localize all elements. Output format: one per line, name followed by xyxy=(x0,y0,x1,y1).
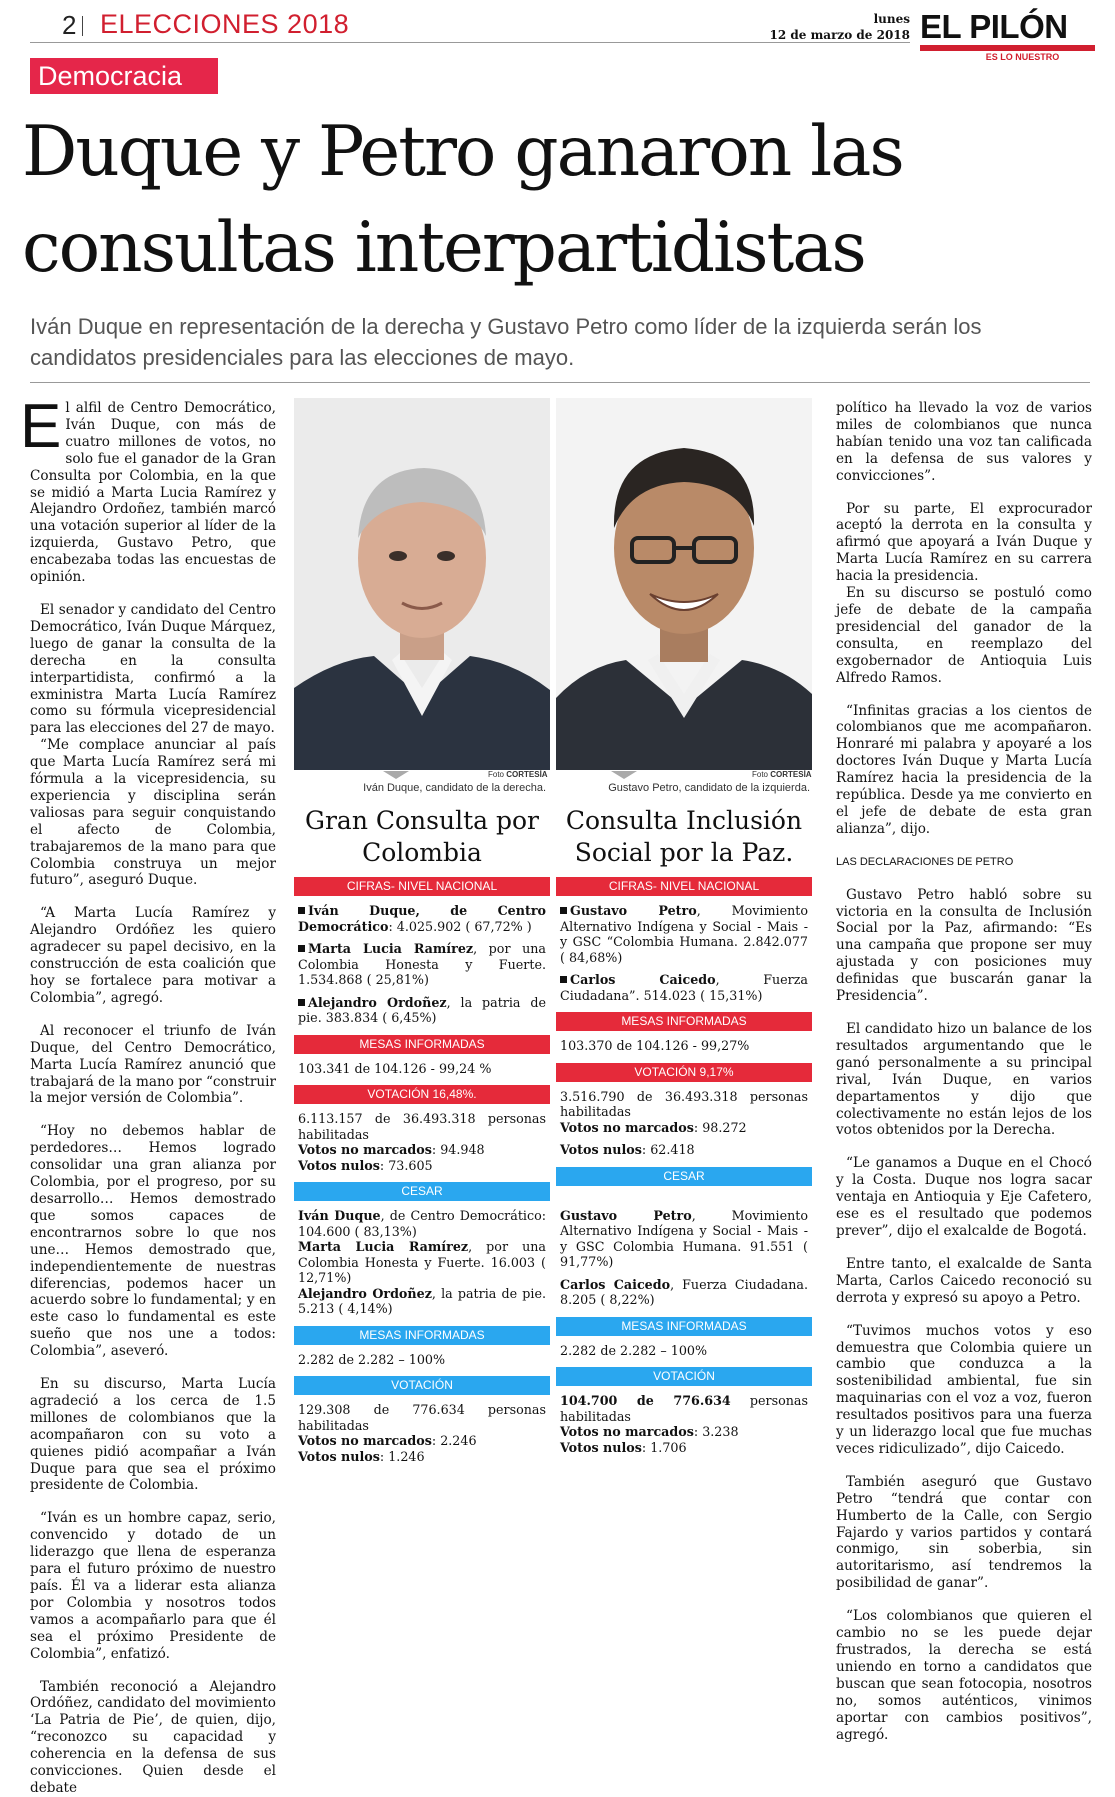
bullet-square-icon xyxy=(560,976,567,983)
section-bar: CESAR xyxy=(556,1167,812,1186)
section-bar: CIFRAS- NIVEL NACIONAL xyxy=(294,877,550,896)
candidate-name: Carlos Caicedo xyxy=(570,972,716,987)
section-bar: MESAS INFORMADAS xyxy=(294,1326,550,1345)
page-number: 2 xyxy=(62,10,77,40)
section-bar: MESAS INFORMADAS xyxy=(556,1317,812,1336)
value: : 62.418 xyxy=(641,1142,695,1157)
section-bar: CESAR xyxy=(294,1182,550,1201)
bullet-square-icon xyxy=(560,907,567,914)
section-name: ELECCIONES 2018 xyxy=(100,9,350,39)
result-item xyxy=(298,1239,546,1286)
nulos-line xyxy=(560,1142,808,1158)
nulos-line xyxy=(298,1158,546,1174)
label: Votos no marcados xyxy=(298,1142,432,1157)
candidate-name: Alejandro Ordoñez xyxy=(298,1285,432,1301)
label: Votos nulos xyxy=(298,1157,380,1173)
results-block-cesar xyxy=(556,1186,812,1317)
candidate-result: , por una Colombia Honesta y Fuerte. 1.534.868 ( 25,81%) xyxy=(298,941,546,987)
bullet-square-icon xyxy=(298,999,305,1006)
candidate-result: , por una Colombia Honesta y Fuerte. 16.003 ( 12,71%) xyxy=(298,1239,546,1285)
result-item xyxy=(560,1208,808,1270)
votacion-rest: personas habilitadas xyxy=(560,1393,808,1424)
results-block-mesas-cesar xyxy=(556,1336,812,1368)
candidate-name: Marta Lucia Ramírez xyxy=(308,941,474,956)
candidate-result: , Movimiento Alternativo Indígena y Social - Mais - y GSC “Colombia Humana. 2.842.077 ( 84,68%) xyxy=(560,903,808,965)
value: : 94.948 xyxy=(431,1142,485,1157)
no-marcados-line xyxy=(298,1142,546,1158)
results-block-mesas xyxy=(294,1054,550,1086)
paragraph: político ha llevado la voz de varios miles de colombianos que nunca habían tenido una voz tan calificada en la defensa de sus valores y convicciones”. xyxy=(836,400,1092,484)
header-separator xyxy=(82,16,83,36)
paragraph: Gustavo Petro habló sobre su victoria en la consulta de Inclusión Social por la Paz, afirmando: “Es una campaña que propone ser muy ajustada y con posiciones muy definidas que buscarán ganar la Presidencia”. xyxy=(836,886,1092,1005)
result-item xyxy=(560,972,808,1003)
mesas-value: 2.282 de 2.282 – 100% xyxy=(298,1351,446,1367)
paragraph: “Hoy no debemos hablar de perdedores… Hemos logrado consolidar una gran alianza por Colombia, por el progreso, por su desarrollo… Hemos demostrado que somos capaces de encontrarnos sobre lo que nos une… Hemos demostrado que, independientemente de nuestras diferencias, podemos hacer un acuerdo sobre lo fundamental; y en este caso lo fundamental es este sueño que nos une a todos: Colombia”, aseveró. xyxy=(30,1123,276,1360)
candidate-name: Marta Lucia Ramírez xyxy=(298,1239,469,1254)
duque-photo xyxy=(294,398,550,770)
votacion-value: 6.113.157 de 36.493.318 personas habilitadas xyxy=(298,1111,546,1142)
nulos-line xyxy=(298,1449,546,1465)
no-marcados-line xyxy=(560,1120,808,1136)
candidate-name: Alejandro Ordoñez xyxy=(308,994,447,1010)
candidate-name: Gustavo Petro xyxy=(560,1207,692,1223)
section-bar: VOTACIÓN 9,17% xyxy=(556,1063,812,1082)
credit-label: Foto xyxy=(488,770,505,779)
value: : 3.238 xyxy=(693,1424,739,1439)
bullet-square-icon xyxy=(298,907,305,914)
photo-caption: Iván Duque, candidato de la derecha. xyxy=(363,782,546,794)
result-item xyxy=(298,1208,546,1239)
section-bar: VOTACIÓN xyxy=(294,1376,550,1395)
mesas-value: 2.282 de 2.282 – 100% xyxy=(560,1342,708,1358)
results-block-cesar xyxy=(294,1201,550,1326)
paragraph: “Me complace anunciar al país que Marta Lucía Ramírez será mi fórmula a la vicepresidencia, su experiencia y disciplina serán valiosas para seguir conquistando el afecto de Colombia, trabajaremos de la mano para que Colombia construya un mejor futuro”, aseguró Duque. xyxy=(30,737,276,889)
paragraph xyxy=(20,392,276,586)
credit-source: CORTESÍA xyxy=(506,770,548,779)
label: Votos no marcados xyxy=(298,1433,432,1448)
article-column-1 xyxy=(20,392,276,1796)
paragraph: En su discurso se postuló como jefe de debate de la campaña presidencial del ganador de la consulta, en reemplazo del exgobernador de Antioquia Luis Alfredo Ramos. xyxy=(836,585,1092,686)
bullet-square-icon xyxy=(298,945,305,952)
candidate-result: , la patria de pie. 383.834 ( 6,45%) xyxy=(298,994,546,1025)
candidate-result: , de Centro Democrático: 104.600 ( 83,13%) xyxy=(298,1208,546,1239)
article-column-4 xyxy=(836,400,1092,1743)
candidate-result: : 4.025.902 ( 67,72% ) xyxy=(388,918,532,934)
candidate-result: , Fuerza Ciudadana”. 514.023 ( 15,31%) xyxy=(560,972,808,1003)
paragraph: También reconoció a Alejandro Ordóñez, candidato del movimiento ‘La Patria de Pie’, de quien, dijo, “reconozco su capacidad y coherencia en la defensa de sus convicciones. Quien desde el debate xyxy=(30,1678,276,1796)
paragraph: “A Marta Lucía Ramírez y Alejandro Ordóñez les quiero agradecer su papel decisivo, en la construcción de esta coalición que hoy se fortalece para motivar a Colombia”, agregó. xyxy=(30,905,276,1006)
petro-photo xyxy=(556,398,812,770)
box-title-gran-consulta: Gran Consulta por Colombia xyxy=(305,806,539,867)
candidate-name: Iván Duque xyxy=(298,1208,381,1223)
result-item xyxy=(298,1286,546,1317)
label: Votos no marcados xyxy=(560,1424,694,1439)
header-rule xyxy=(30,42,910,43)
results-block-national xyxy=(294,896,550,1035)
label: Votos nulos xyxy=(560,1439,642,1455)
mesas-value: 103.341 de 104.126 - 99,24 % xyxy=(298,1060,492,1076)
candidate-result: , Fuerza Ciudadana. 8.205 ( 8,22%) xyxy=(560,1276,808,1307)
section-bar: MESAS INFORMADAS xyxy=(294,1035,550,1054)
logo-tagline: ES LO NUESTRO xyxy=(985,52,1060,62)
deck: Iván Duque en representación de la derecha y Gustavo Petro como líder de la izquierda serán los candidatos presidenciales para las elecciones de mayo. xyxy=(30,314,982,370)
section-bar: MESAS INFORMADAS xyxy=(556,1012,812,1031)
photo-credit xyxy=(488,770,548,779)
paragraph: “Iván es un hombre capaz, serio, convencido y dotado de un liderazgo que llena de esperanza para el futuro próximo de nuestro país. Él va a liderar esta alianza por Colombia y nosotros todos vamos a acompañarlo para que él sea el próximo Presidente de Colombia”, enfatizó. xyxy=(30,1510,276,1662)
results-block-national xyxy=(556,896,812,1012)
votacion-value: 3.516.790 de 36.493.318 personas habilitadas xyxy=(560,1088,808,1119)
results-block-votacion xyxy=(556,1082,812,1167)
result-item xyxy=(298,903,546,934)
value: : 73.605 xyxy=(379,1157,433,1173)
section-bar: VOTACIÓN 16,48%. xyxy=(294,1085,550,1104)
el-pilon-logo xyxy=(920,10,1095,62)
value: : 98.272 xyxy=(693,1119,747,1135)
paragraph: En su discurso, Marta Lucía agradeció a los cerca de 1.5 millones de colombianos que la acompañaron con su voto a quienes pidió acompañar a Iván Duque para que sea el próximo presidente de Colombia. xyxy=(30,1376,276,1494)
results-block-votacion xyxy=(294,1104,550,1182)
results-block-mesas-cesar xyxy=(294,1345,550,1377)
deck-rule xyxy=(30,382,1090,383)
candidate-name: Carlos Caicedo xyxy=(560,1276,671,1292)
headline: Duque y Petro ganaron las consultas interpartidistas xyxy=(22,112,903,288)
label: Votos nulos xyxy=(298,1448,380,1464)
petro-portrait-illustration xyxy=(556,398,812,770)
candidate-name: Gustavo Petro xyxy=(570,903,697,918)
credit-label: Foto xyxy=(752,770,769,779)
candidate-result: , Movimiento Alternativo Indígena y Social - Mais - y GSC Colombia Humana. 91.551 ( 91,77%) xyxy=(560,1207,808,1269)
votacion-bold: 104.700 de 776.634 xyxy=(560,1393,731,1408)
results-block-mesas xyxy=(556,1031,812,1063)
credit-source: CORTESÍA xyxy=(770,770,812,779)
result-item xyxy=(560,1277,808,1308)
results-box-inclusion-social xyxy=(556,877,812,1464)
result-item xyxy=(298,995,546,1026)
candidate-result: , la patria de pie. 5.213 ( 4,14%) xyxy=(298,1285,547,1316)
photo-caption: Gustavo Petro, candidato de la izquierda. xyxy=(608,782,810,794)
paragraph: “Infinitas gracias a los cientos de colombianos que me acompañaron. Honraré mi palabra y apoyaré a los doctores Iván Duque y Marta Lucía Ramírez hacia la presidencia de la república. Desde ya me convierto en el jefe de debate de esta gran alianza”, dijo. xyxy=(836,702,1092,837)
duque-portrait-illustration xyxy=(294,398,550,770)
votacion-value xyxy=(560,1393,808,1424)
kicker-label: Democracia xyxy=(30,58,218,94)
paragraph: “Tuvimos muchos votos y eso demuestra que Colombia quiere un cambio que conduzca a la sostenibilidad ambiental, fue sin maquinarias con el voz a voz, fueron resultados positivos para una fuerza y un liderazgo local que fue muchas veces ridiculizado”, dijo Caicedo. xyxy=(836,1322,1092,1457)
paragraph: “Le ganamos a Duque en el Chocó y la Costa. Duque nos logra sacar ventaja en Antioquia y Eje Cafetero, ese es el resultado que podemos prever”, dijo el exalcalde de Bogotá. xyxy=(836,1155,1092,1239)
logo-underline xyxy=(920,45,1095,51)
issue-day: lunes xyxy=(873,12,910,26)
section-bar: CIFRAS- NIVEL NACIONAL xyxy=(556,877,812,896)
results-box-gran-consulta xyxy=(294,877,550,1473)
no-marcados-line xyxy=(560,1424,808,1440)
nulos-line xyxy=(560,1440,808,1456)
result-item xyxy=(560,903,808,965)
label: Votos no marcados xyxy=(560,1119,694,1135)
paragraph: Por su parte, El exprocurador aceptó la derrota en la consulta y afirmó que apoyará a Iván Duque y Marta Lucía Ramírez en su carrera hacia la presidencia. xyxy=(836,500,1092,585)
caption-arrow-icon xyxy=(611,771,637,779)
subhead: LAS DECLARACIONES DE PETRO xyxy=(836,855,1014,868)
photo-credit xyxy=(752,770,812,779)
dropcap: E xyxy=(20,392,62,461)
results-block-votacion-cesar xyxy=(556,1386,812,1464)
section-bar: VOTACIÓN xyxy=(556,1367,812,1386)
value: : 1.706 xyxy=(641,1439,687,1455)
no-marcados-line xyxy=(298,1433,546,1449)
value: : 2.246 xyxy=(431,1433,477,1448)
votacion-value: 129.308 de 776.634 personas habilitadas xyxy=(298,1402,546,1433)
caption-arrow-icon xyxy=(383,771,409,779)
paragraph-text: l alfil de Centro Democrático, Iván Duque, con más de cuatro millones de votos, no solo fue el ganador de la Gran Consulta por Colombia, en la que se midió a Marta Lucia Ramírez y Alejandro Ordoñez, también marcó una votación superior al líder de la izquierda, Gustavo Petro, que encabezaba todas las encuestas de opinión. xyxy=(30,400,276,586)
paragraph: También aseguró que Gustavo Petro “tendrá que contar con Humberto de la Calle, con Sergio Fajardo y varios partidos y contará conmigo, sin soberbia, sin autoritarismo, así tendremos la posibilidad de ganar”. xyxy=(836,1473,1092,1592)
issue-date: 12 de marzo de 2018 xyxy=(769,28,910,42)
paragraph: Entre tanto, el exalcalde de Santa Marta, Carlos Caicedo reconoció su derrota y expresó su apoyo a Petro. xyxy=(836,1255,1092,1306)
label: Votos nulos xyxy=(560,1142,642,1157)
paragraph: El senador y candidato del Centro Democrático, Iván Duque Márquez, luego de ganar la consulta de la derecha en la consulta interpartidista, confirmó a la exministra Marta Lucía Ramírez como su fórmula vicepresidencial para las elecciones del 27 de mayo. xyxy=(30,601,276,737)
mesas-value: 103.370 de 104.126 - 99,27% xyxy=(560,1038,750,1053)
paragraph: “Los colombianos que quieren el cambio no se les puede dejar frustrados, la derecha se está uniendo en torno a candidatos que buscan que sean fotocopia, nosotros no, somos auténticos, vinimos aportar con cambios positivos”, agregó. xyxy=(836,1608,1092,1743)
value: : 1.246 xyxy=(379,1448,425,1464)
candidate-name: Iván Duque, de Centro Democrático xyxy=(298,903,546,934)
paragraph: Al reconocer el triunfo de Iván Duque, del Centro Democrático, Marta Lucía Ramírez anunció que trabajará de la mano por “construir la mejor versión de Colombia”. xyxy=(30,1022,276,1107)
box-title-inclusion-social: Consulta Inclusión Social por la Paz. xyxy=(565,806,803,867)
paragraph: El candidato hizo un balance de los resultados argumentando que le ganó personalmente a su principal rival, Iván Duque, en varios departamentos y dijo que colectivamente no están lejos de los votos obtenidos por la Derecha. xyxy=(836,1021,1092,1139)
logo-wordmark: EL PILÓN xyxy=(920,8,1068,45)
results-block-votacion-cesar xyxy=(294,1395,550,1473)
result-item xyxy=(298,941,546,988)
